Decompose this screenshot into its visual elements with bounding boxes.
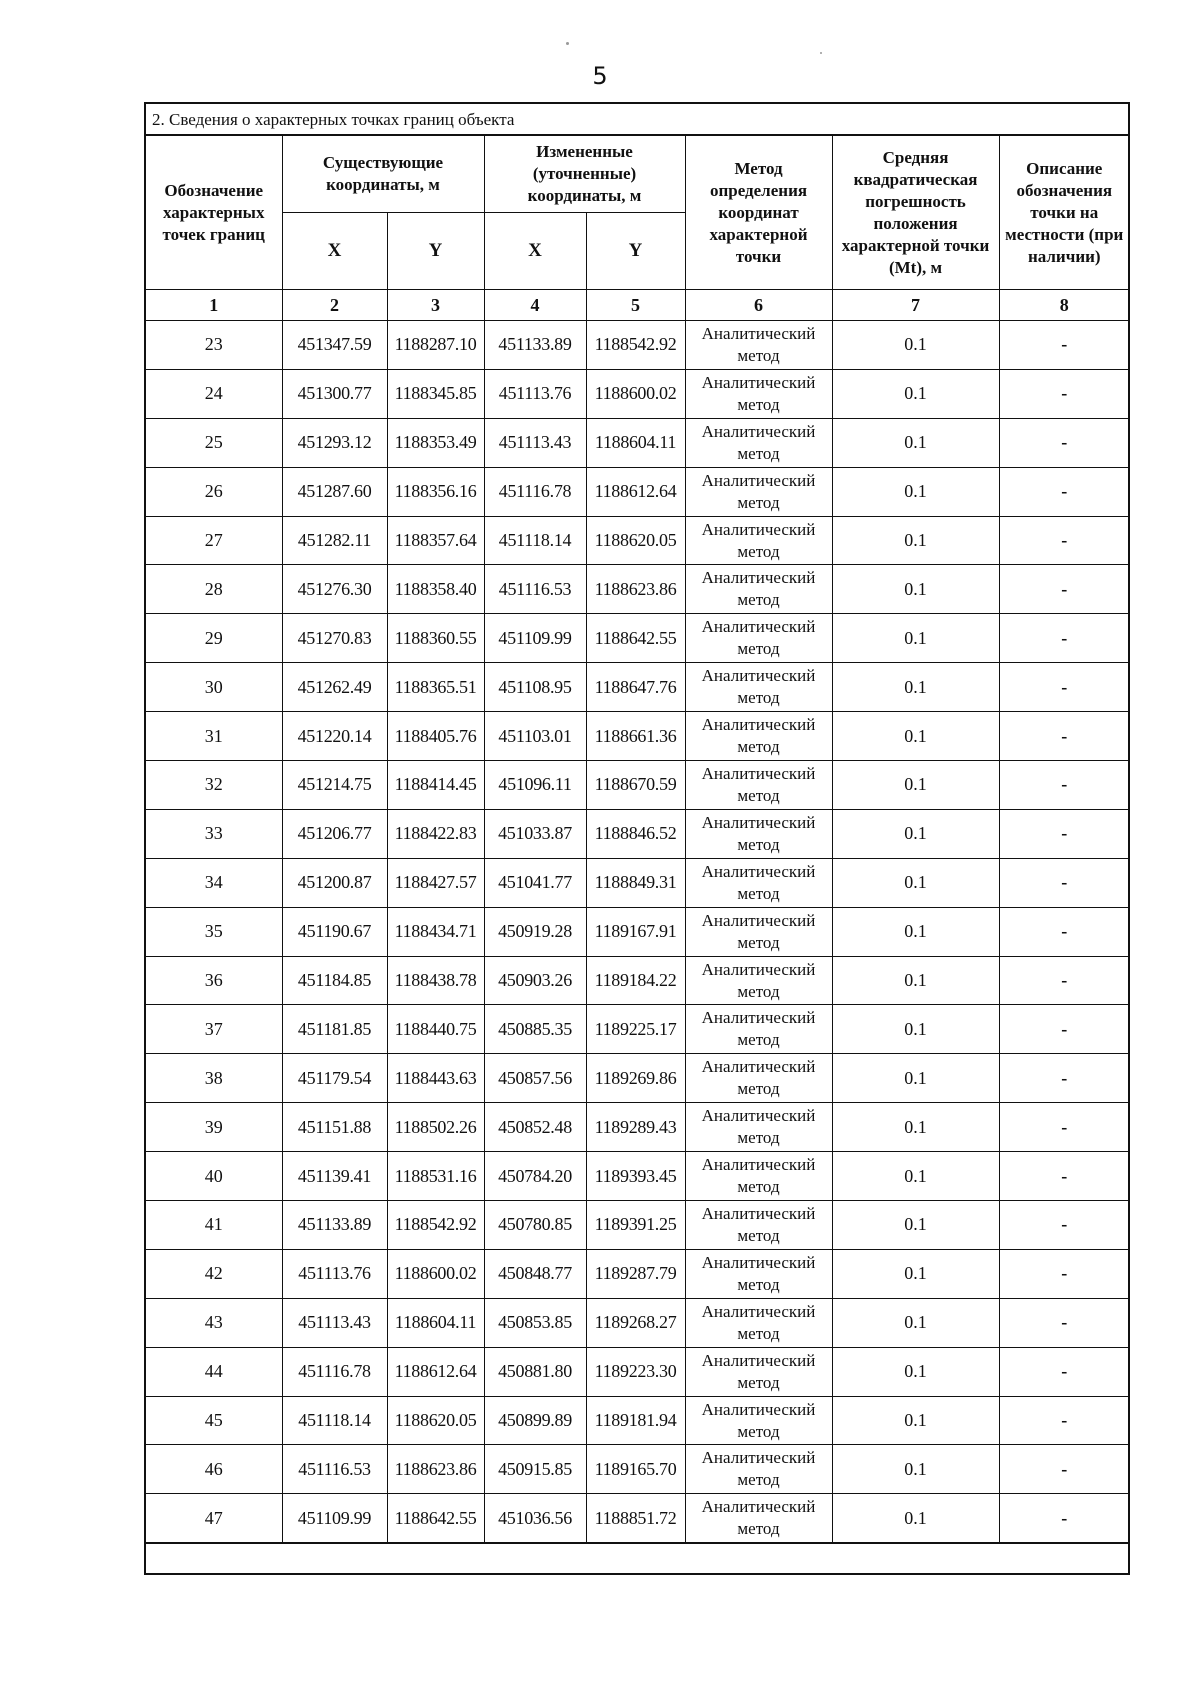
- column-number: 7: [832, 290, 999, 321]
- method-cell: Аналитический метод: [685, 1298, 832, 1347]
- existing-y-cell: 1188623.86: [387, 1445, 484, 1494]
- table-row: [146, 369, 1129, 418]
- method-cell: Аналитический метод: [685, 663, 832, 712]
- method-cell: Аналитический метод: [685, 516, 832, 565]
- method-cell: Аналитический метод: [685, 1201, 832, 1250]
- point-number: 35: [146, 907, 282, 956]
- changed-x-cell: 451103.01: [484, 712, 586, 761]
- table-row: [146, 1445, 1129, 1494]
- method-cell: Аналитический метод: [685, 1054, 832, 1103]
- error-cell: 0.1: [832, 858, 999, 907]
- method-cell: Аналитический метод: [685, 858, 832, 907]
- point-number: 25: [146, 418, 282, 467]
- changed-y-cell: 1189225.17: [586, 1005, 685, 1054]
- existing-x-cell: 451151.88: [282, 1103, 387, 1152]
- error-cell: 0.1: [832, 1494, 999, 1543]
- changed-x-cell: 451118.14: [484, 516, 586, 565]
- method-cell: Аналитический метод: [685, 1152, 832, 1201]
- error-cell: 0.1: [832, 516, 999, 565]
- existing-x-cell: 451109.99: [282, 1494, 387, 1543]
- error-cell: 0.1: [832, 809, 999, 858]
- existing-y-cell: 1188422.83: [387, 809, 484, 858]
- error-cell: 0.1: [832, 712, 999, 761]
- existing-x-cell: 451300.77: [282, 369, 387, 418]
- existing-x-cell: 451190.67: [282, 907, 387, 956]
- existing-y-cell: 1188405.76: [387, 712, 484, 761]
- changed-x-cell: 451113.76: [484, 369, 586, 418]
- changed-y-cell: 1188849.31: [586, 858, 685, 907]
- description-cell: -: [999, 467, 1129, 516]
- table-row: [146, 467, 1129, 516]
- existing-y-cell: 1188612.64: [387, 1347, 484, 1396]
- existing-y-cell: 1188604.11: [387, 1298, 484, 1347]
- existing-y-cell: 1188365.51: [387, 663, 484, 712]
- changed-y-cell: 1188846.52: [586, 809, 685, 858]
- changed-x-cell: 451033.87: [484, 809, 586, 858]
- changed-y-cell: 1189269.86: [586, 1054, 685, 1103]
- column-number: 5: [586, 290, 685, 321]
- method-cell: Аналитический метод: [685, 1347, 832, 1396]
- table-row: [146, 614, 1129, 663]
- table-row: [146, 1298, 1129, 1347]
- error-cell: 0.1: [832, 907, 999, 956]
- existing-x-cell: 451270.83: [282, 614, 387, 663]
- method-cell: Аналитический метод: [685, 1005, 832, 1054]
- description-cell: -: [999, 1298, 1129, 1347]
- error-cell: 0.1: [832, 1201, 999, 1250]
- table-row: [146, 809, 1129, 858]
- changed-x-cell: 451041.77: [484, 858, 586, 907]
- description-cell: -: [999, 858, 1129, 907]
- existing-x-cell: 451276.30: [282, 565, 387, 614]
- changed-y-cell: 1189393.45: [586, 1152, 685, 1201]
- existing-y-cell: 1188287.10: [387, 321, 484, 370]
- table-row: [146, 761, 1129, 810]
- method-cell: Аналитический метод: [685, 467, 832, 516]
- point-number: 28: [146, 565, 282, 614]
- existing-x-cell: 451200.87: [282, 858, 387, 907]
- existing-x-cell: 451347.59: [282, 321, 387, 370]
- existing-y-cell: 1188414.45: [387, 761, 484, 810]
- header-changed-y: Y: [586, 213, 685, 290]
- header-description: Описание обозначения точки на местности (при наличии): [999, 136, 1129, 290]
- description-cell: -: [999, 1152, 1129, 1201]
- existing-y-cell: 1188542.92: [387, 1201, 484, 1250]
- existing-x-cell: 451293.12: [282, 418, 387, 467]
- point-number: 37: [146, 1005, 282, 1054]
- column-number: 3: [387, 290, 484, 321]
- table-row: [146, 1494, 1129, 1543]
- point-number: 40: [146, 1152, 282, 1201]
- changed-x-cell: 451108.95: [484, 663, 586, 712]
- table-row: [146, 858, 1129, 907]
- method-cell: Аналитический метод: [685, 614, 832, 663]
- point-number: 31: [146, 712, 282, 761]
- changed-y-cell: 1188661.36: [586, 712, 685, 761]
- changed-y-cell: 1189167.91: [586, 907, 685, 956]
- description-cell: -: [999, 369, 1129, 418]
- changed-x-cell: 450919.28: [484, 907, 586, 956]
- error-cell: 0.1: [832, 614, 999, 663]
- error-cell: 0.1: [832, 418, 999, 467]
- error-cell: 0.1: [832, 663, 999, 712]
- header-mean-square-error: Средняя квадратическая погрешность положения характерной точки (Mt), м: [832, 136, 999, 290]
- point-number: 46: [146, 1445, 282, 1494]
- description-cell: -: [999, 663, 1129, 712]
- changed-x-cell: 450899.89: [484, 1396, 586, 1445]
- table-row: [146, 1201, 1129, 1250]
- changed-y-cell: 1188851.72: [586, 1494, 685, 1543]
- error-cell: 0.1: [832, 565, 999, 614]
- method-cell: Аналитический метод: [685, 1103, 832, 1152]
- changed-x-cell: 451036.56: [484, 1494, 586, 1543]
- point-number: 24: [146, 369, 282, 418]
- header-changed-x: X: [484, 213, 586, 290]
- method-cell: Аналитический метод: [685, 369, 832, 418]
- description-cell: -: [999, 1005, 1129, 1054]
- existing-x-cell: 451214.75: [282, 761, 387, 810]
- changed-y-cell: 1189289.43: [586, 1103, 685, 1152]
- column-number: 4: [484, 290, 586, 321]
- error-cell: 0.1: [832, 1152, 999, 1201]
- error-cell: 0.1: [832, 1249, 999, 1298]
- table-row: [146, 1396, 1129, 1445]
- point-number: 23: [146, 321, 282, 370]
- existing-x-cell: 451184.85: [282, 956, 387, 1005]
- point-number: 36: [146, 956, 282, 1005]
- existing-y-cell: 1188358.40: [387, 565, 484, 614]
- existing-y-cell: 1188600.02: [387, 1249, 484, 1298]
- column-number: 1: [146, 290, 282, 321]
- table-row: [146, 565, 1129, 614]
- method-cell: Аналитический метод: [685, 1396, 832, 1445]
- existing-x-cell: 451282.11: [282, 516, 387, 565]
- changed-y-cell: 1188623.86: [586, 565, 685, 614]
- table-row: [146, 418, 1129, 467]
- point-number: 30: [146, 663, 282, 712]
- changed-y-cell: 1189287.79: [586, 1249, 685, 1298]
- existing-x-cell: 451181.85: [282, 1005, 387, 1054]
- header-method: Метод определения координат характерной точки: [685, 136, 832, 290]
- table-row: [146, 1347, 1129, 1396]
- point-number: 34: [146, 858, 282, 907]
- error-cell: 0.1: [832, 761, 999, 810]
- column-number: 8: [999, 290, 1129, 321]
- method-cell: Аналитический метод: [685, 321, 832, 370]
- table-row: [146, 1103, 1129, 1152]
- description-cell: -: [999, 418, 1129, 467]
- changed-y-cell: 1188600.02: [586, 369, 685, 418]
- description-cell: -: [999, 321, 1129, 370]
- point-number: 43: [146, 1298, 282, 1347]
- description-cell: -: [999, 761, 1129, 810]
- changed-x-cell: 450780.85: [484, 1201, 586, 1250]
- point-number: 42: [146, 1249, 282, 1298]
- table-row: [146, 907, 1129, 956]
- changed-x-cell: 450857.56: [484, 1054, 586, 1103]
- changed-x-cell: 450852.48: [484, 1103, 586, 1152]
- error-cell: 0.1: [832, 1103, 999, 1152]
- error-cell: 0.1: [832, 1396, 999, 1445]
- existing-x-cell: 451116.78: [282, 1347, 387, 1396]
- description-cell: -: [999, 1201, 1129, 1250]
- changed-y-cell: 1189181.94: [586, 1396, 685, 1445]
- point-number: 44: [146, 1347, 282, 1396]
- changed-x-cell: 450784.20: [484, 1152, 586, 1201]
- existing-x-cell: 451287.60: [282, 467, 387, 516]
- description-cell: -: [999, 1103, 1129, 1152]
- existing-x-cell: 451139.41: [282, 1152, 387, 1201]
- point-number: 33: [146, 809, 282, 858]
- existing-y-cell: 1188356.16: [387, 467, 484, 516]
- table-body: [146, 321, 1129, 1543]
- section-title: 2. Сведения о характерных точках границ объекта: [146, 104, 1128, 135]
- table-row: [146, 712, 1129, 761]
- description-cell: -: [999, 712, 1129, 761]
- changed-y-cell: 1188612.64: [586, 467, 685, 516]
- point-number: 47: [146, 1494, 282, 1543]
- table-footer-blank: [146, 1543, 1128, 1579]
- changed-x-cell: 450853.85: [484, 1298, 586, 1347]
- table-row: [146, 321, 1129, 370]
- description-cell: -: [999, 1054, 1129, 1103]
- changed-x-cell: 450881.80: [484, 1347, 586, 1396]
- error-cell: 0.1: [832, 467, 999, 516]
- existing-y-cell: 1188434.71: [387, 907, 484, 956]
- table-row: [146, 1249, 1129, 1298]
- method-cell: Аналитический метод: [685, 1445, 832, 1494]
- boundary-points-table: [146, 135, 1129, 1543]
- existing-y-cell: 1188357.64: [387, 516, 484, 565]
- existing-x-cell: 451220.14: [282, 712, 387, 761]
- table-row: [146, 663, 1129, 712]
- page-number: 5: [592, 62, 608, 90]
- point-number: 32: [146, 761, 282, 810]
- existing-x-cell: 451262.49: [282, 663, 387, 712]
- changed-y-cell: 1189391.25: [586, 1201, 685, 1250]
- changed-y-cell: 1188542.92: [586, 321, 685, 370]
- error-cell: 0.1: [832, 369, 999, 418]
- description-cell: -: [999, 1396, 1129, 1445]
- column-number: 6: [685, 290, 832, 321]
- changed-y-cell: 1188642.55: [586, 614, 685, 663]
- description-cell: -: [999, 907, 1129, 956]
- changed-x-cell: 451133.89: [484, 321, 586, 370]
- changed-x-cell: 450903.26: [484, 956, 586, 1005]
- method-cell: Аналитический метод: [685, 1494, 832, 1543]
- existing-y-cell: 1188531.16: [387, 1152, 484, 1201]
- error-cell: 0.1: [832, 1298, 999, 1347]
- header-changed-coords: Измененные (уточненные) координаты, м: [484, 136, 685, 213]
- point-number: 39: [146, 1103, 282, 1152]
- error-cell: 0.1: [832, 1347, 999, 1396]
- description-cell: -: [999, 565, 1129, 614]
- table-row: [146, 1054, 1129, 1103]
- method-cell: Аналитический метод: [685, 809, 832, 858]
- existing-y-cell: 1188345.85: [387, 369, 484, 418]
- table-row: [146, 1005, 1129, 1054]
- header-existing-x: X: [282, 213, 387, 290]
- changed-x-cell: 451113.43: [484, 418, 586, 467]
- existing-y-cell: 1188502.26: [387, 1103, 484, 1152]
- existing-x-cell: 451113.43: [282, 1298, 387, 1347]
- method-cell: Аналитический метод: [685, 418, 832, 467]
- error-cell: 0.1: [832, 956, 999, 1005]
- existing-y-cell: 1188353.49: [387, 418, 484, 467]
- header-existing-coords: Существующие координаты, м: [282, 136, 484, 213]
- changed-y-cell: 1188647.76: [586, 663, 685, 712]
- header-designation: Обозначение характерных точек границ: [146, 136, 282, 290]
- method-cell: Аналитический метод: [685, 956, 832, 1005]
- header-existing-y: Y: [387, 213, 484, 290]
- existing-x-cell: 451179.54: [282, 1054, 387, 1103]
- changed-y-cell: 1189165.70: [586, 1445, 685, 1494]
- existing-y-cell: 1188443.63: [387, 1054, 484, 1103]
- changed-y-cell: 1188670.59: [586, 761, 685, 810]
- point-number: 45: [146, 1396, 282, 1445]
- description-cell: -: [999, 956, 1129, 1005]
- changed-x-cell: 451116.78: [484, 467, 586, 516]
- existing-y-cell: 1188620.05: [387, 1396, 484, 1445]
- error-cell: 0.1: [832, 1054, 999, 1103]
- existing-y-cell: 1188360.55: [387, 614, 484, 663]
- error-cell: 0.1: [832, 1445, 999, 1494]
- changed-x-cell: 451096.11: [484, 761, 586, 810]
- changed-y-cell: 1189223.30: [586, 1347, 685, 1396]
- changed-x-cell: 450848.77: [484, 1249, 586, 1298]
- method-cell: Аналитический метод: [685, 1249, 832, 1298]
- existing-y-cell: 1188427.57: [387, 858, 484, 907]
- existing-y-cell: 1188440.75: [387, 1005, 484, 1054]
- column-number: 2: [282, 290, 387, 321]
- changed-x-cell: 450885.35: [484, 1005, 586, 1054]
- changed-y-cell: 1189268.27: [586, 1298, 685, 1347]
- point-number: 41: [146, 1201, 282, 1250]
- changed-y-cell: 1188604.11: [586, 418, 685, 467]
- description-cell: -: [999, 614, 1129, 663]
- existing-x-cell: 451116.53: [282, 1445, 387, 1494]
- method-cell: Аналитический метод: [685, 565, 832, 614]
- existing-y-cell: 1188438.78: [387, 956, 484, 1005]
- existing-y-cell: 1188642.55: [387, 1494, 484, 1543]
- changed-x-cell: 450915.85: [484, 1445, 586, 1494]
- description-cell: -: [999, 1249, 1129, 1298]
- changed-y-cell: 1188620.05: [586, 516, 685, 565]
- point-number: 29: [146, 614, 282, 663]
- description-cell: -: [999, 1445, 1129, 1494]
- method-cell: Аналитический метод: [685, 907, 832, 956]
- error-cell: 0.1: [832, 321, 999, 370]
- description-cell: -: [999, 1494, 1129, 1543]
- points-section: [144, 102, 1130, 1575]
- description-cell: -: [999, 1347, 1129, 1396]
- table-row: [146, 516, 1129, 565]
- scan-speck: [820, 52, 822, 54]
- method-cell: Аналитический метод: [685, 712, 832, 761]
- method-cell: Аналитический метод: [685, 761, 832, 810]
- existing-x-cell: 451113.76: [282, 1249, 387, 1298]
- table-row: [146, 956, 1129, 1005]
- point-number: 38: [146, 1054, 282, 1103]
- changed-x-cell: 451116.53: [484, 565, 586, 614]
- scan-speck: [566, 42, 569, 45]
- point-number: 26: [146, 467, 282, 516]
- error-cell: 0.1: [832, 1005, 999, 1054]
- description-cell: -: [999, 516, 1129, 565]
- point-number: 27: [146, 516, 282, 565]
- existing-x-cell: 451206.77: [282, 809, 387, 858]
- description-cell: -: [999, 809, 1129, 858]
- existing-x-cell: 451118.14: [282, 1396, 387, 1445]
- existing-x-cell: 451133.89: [282, 1201, 387, 1250]
- changed-y-cell: 1189184.22: [586, 956, 685, 1005]
- table-row: [146, 1152, 1129, 1201]
- changed-x-cell: 451109.99: [484, 614, 586, 663]
